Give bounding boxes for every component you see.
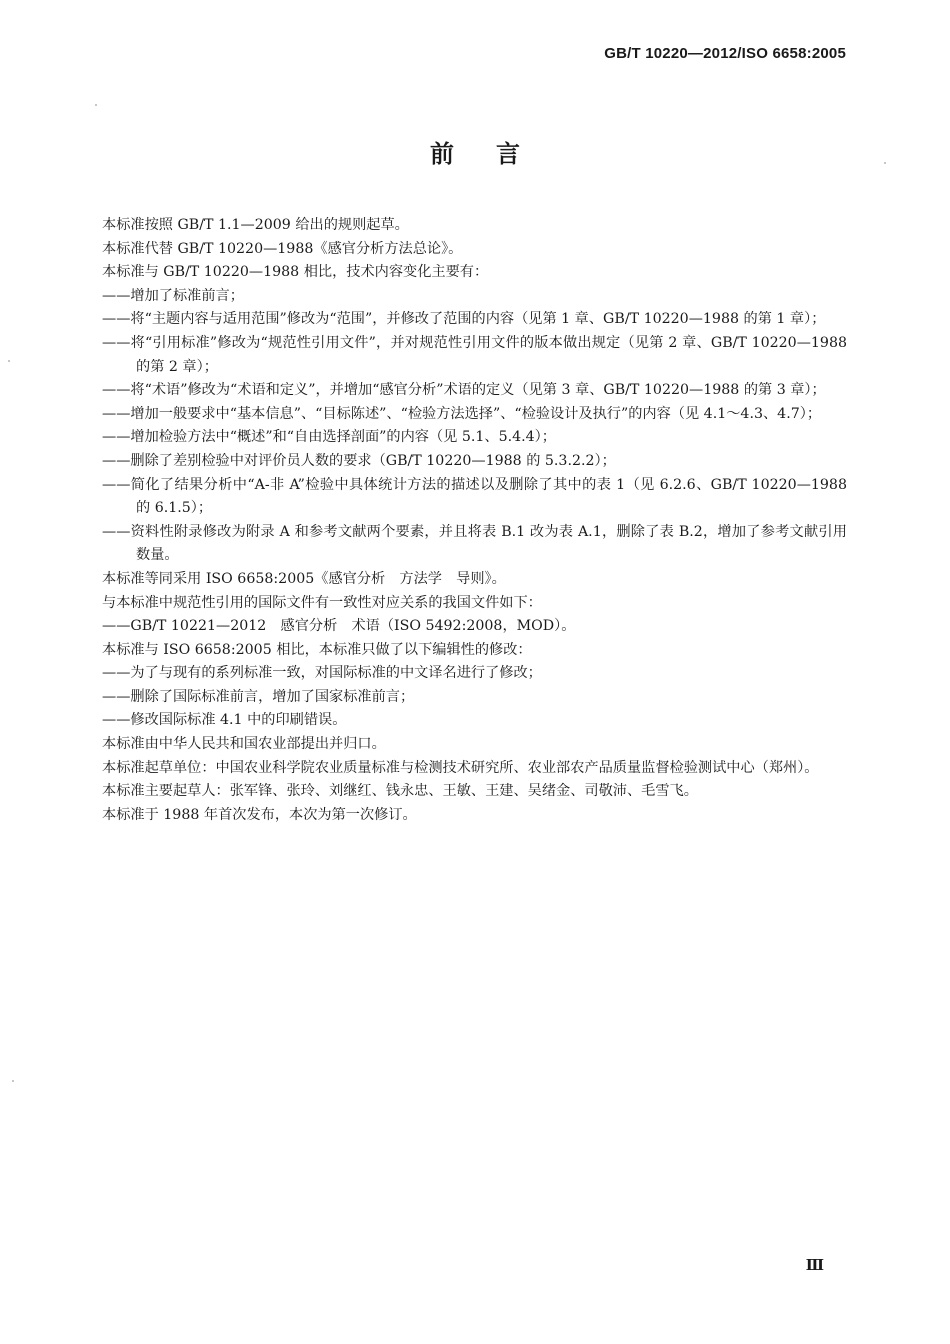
paragraph-replaces: 本标准代替 GB/T 10220—1988《感官分析方法总论》。 [102,240,463,257]
list-item: ——将“术语”修改为“术语和定义”，并增加“感官分析”术语的定义（见第 3 章、GB/T 10220—1988 的第 3 章）； [102,382,826,399]
list-item: ——增加一般要求中“基本信息”、“目标陈述”、“检验方法选择”、“检验设计及执行”的内容（见 4.1～4.3、4.7）； [102,405,822,422]
list-item: ——修改国际标准 4.1 中的印刷错误。 [102,712,347,729]
paragraph-changes-intro: 本标准与 GB/T 10220—1988 相比，技术内容变化主要有： [102,264,489,281]
page-number: Ⅲ [805,1256,824,1274]
foreword-body [102,214,847,827]
list-item: ——GB/T 10221—2012 感官分析 术语（ISO 5492:2008，MOD）。 [102,618,576,635]
scan-speck [8,360,10,362]
paragraph-drafters: 本标准主要起草人：张军锋、张玲、刘继红、钱永忠、王敏、王建、吴绪金、司敬沛、毛雪飞。 [102,783,698,800]
list-item: ——删除了国际标准前言，增加了国家标准前言； [102,688,415,705]
scan-speck [95,104,97,106]
list-item: ——资料性附录修改为附录 A 和参考文献两个要素，并且将表 B.1 改为表 A.1，删除了表 B.2，增加了参考文献引用数量。 [102,523,847,564]
list-item: ——为了与现有的系列标准一致，对国际标准的中文译名进行了修改； [102,665,542,682]
list-item: ——删除了差别检验中对评价员人数的要求（GB/T 10220—1988 的 5.3.2.2）； [102,452,616,469]
paragraph-editorial-intro: 本标准与 ISO 6658:2005 相比，本标准只做了以下编辑性的修改： [102,641,532,658]
paragraph-drafting-units: 本标准起草单位：中国农业科学院农业质量标准与检测技术研究所、农业部农产品质量监督检验测试中心（郑州）。 [102,759,819,776]
paragraph-history: 本标准于 1988 年首次发布，本次为第一次修订。 [102,806,417,823]
paragraph-proposer: 本标准由中华人民共和国农业部提出并归口。 [102,736,386,753]
standard-number: GB/T 10220—2012/ISO 6658:2005 [604,45,846,62]
list-item: ——简化了结果分析中“A-非 A”检验中具体统计方法的描述以及删除了其中的表 1（见 6.2.6、GB/T 10220—1988 的 6.1.5）； [102,476,847,517]
page-title: 前言 [430,140,562,168]
list-item: ——增加检验方法中“概述”和“自由选择剖面”的内容（见 5.1、5.4.4）； [102,429,556,446]
list-item: ——增加了标准前言； [102,287,244,304]
paragraph-drafting-rules: 本标准按照 GB/T 1.1—2009 给出的规则起草。 [102,217,409,233]
scan-speck [884,162,886,164]
scan-speck [12,1080,14,1082]
paragraph-corresponding-docs: 与本标准中规范性引用的国际文件有一致性对应关系的我国文件如下： [102,594,542,611]
list-item: ——将“主题内容与适用范围”修改为“范围”，并修改了范围的内容（见第 1 章、GB/T 10220—1988 的第 1 章）； [102,311,826,328]
paragraph-iso-adoption: 本标准等同采用 ISO 6658:2005《感官分析 方法学 导则》。 [102,570,506,587]
list-item: ——将“引用标准”修改为“规范性引用文件”，并对规范性引用文件的版本做出规定（见第 2 章、GB/T 10220—1988 的第 2 章）； [102,334,847,375]
